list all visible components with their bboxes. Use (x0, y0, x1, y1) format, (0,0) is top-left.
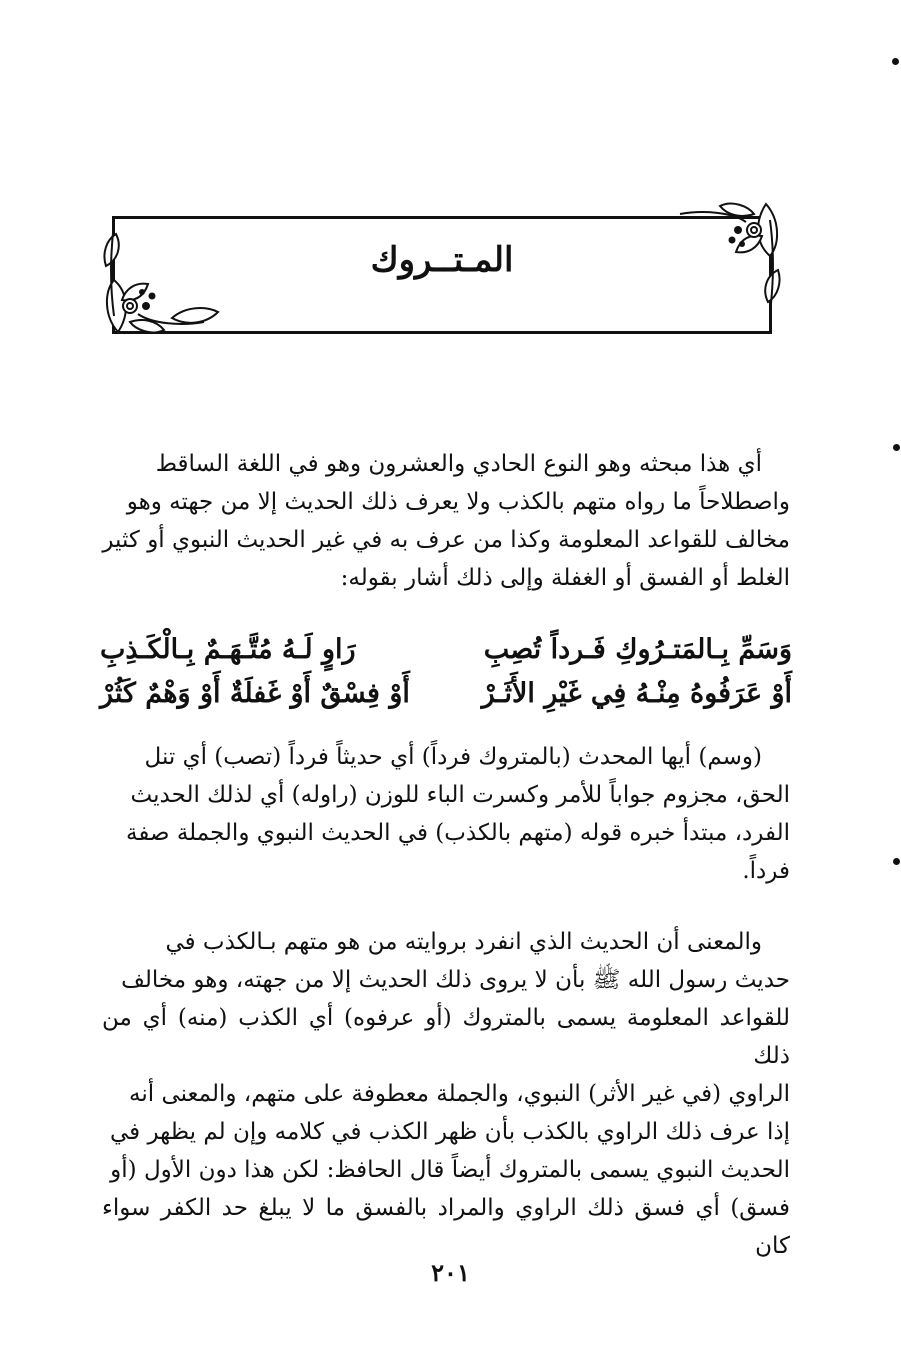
text-line: (وسم) أيها المحدث (بالمتروك فرداً) أي حديثاً فرداً (تصب) أي تنل (144, 744, 762, 770)
verse-hemistich: أَوْ عَرَفُوهُ مِنْـهُ فِي غَيْرِ الأَثَـرْ (481, 678, 792, 709)
margin-dot (893, 858, 900, 865)
meaning-paragraph (102, 923, 790, 1265)
text-line: فسق) أي فسق ذلك الراوي والمراد بالفسق ما لا يبلغ حد الكفر سواء كان (102, 1195, 790, 1259)
chapter-title: المـتــروك (370, 240, 514, 280)
text-line: مخالف للقواعد المعلومة وكذا من عرف به في غير الحديث النبوي أو كثير (102, 527, 790, 553)
margin-dot (892, 58, 899, 65)
chapter-title-frame (102, 200, 782, 336)
commentary-paragraph (102, 738, 790, 890)
text-line: فرداً. (742, 858, 790, 884)
text-line: الحق، مجزوم جواباً للأمر وكسرت الباء للوزن (راوله) أي لذلك الحديث (130, 782, 790, 808)
text-line: الفرد، مبتدأ خبره قوله (متهم بالكذب) في الحديث النبوي والجملة صفة (126, 820, 790, 846)
text-line: واصطلاحاً ما رواه متهم بالكذب ولا يعرف ذلك الحديث إلا من جهته وهو (126, 489, 790, 515)
text-line: والمعنى أن الحديث الذي انفرد بروايته من هو متهم بـالكذب في (165, 929, 762, 955)
text-line: أي هذا مبحثه وهو النوع الحادي والعشرون وهو في اللغة الساقط (155, 451, 762, 477)
text-line: الحديث النبوي يسمى بالمتروك أيضاً قال الحافظ: لكن هذا دون الأول (أو (110, 1157, 790, 1183)
text-line: الغلط أو الفسق أو الغفلة وإلى ذلك أشار بقوله: (340, 565, 790, 591)
verse-line (100, 672, 792, 716)
verse-hemistich: أَوْ فِسْقٌ أَوْ غَفلَةٌ أَوْ وَهْمٌ كَثُرْ (100, 678, 410, 709)
poem-verse (100, 628, 792, 716)
intro-paragraph (102, 445, 790, 597)
text-line: إذا عرف ذلك الراوي بالكذب بأن ظهر الكذب في كلامه وإن لم يظهر في (109, 1119, 790, 1145)
text-line: حديث رسول الله ﷺ بأن لا يروى ذلك الحديث إلا من جهته، وهو مخالف (121, 967, 790, 993)
text-line: الراوي (في غير الأثر) النبوي، والجملة معطوفة على متهم، والمعنى أنه (129, 1081, 790, 1107)
verse-line (100, 628, 792, 672)
text-line: للقواعد المعلومة يسمى بالمتروك (أو عرفوه) أي الكذب (منه) أي من ذلك (102, 1005, 790, 1069)
verse-hemistich: وَسَمِّ بِـالمَتـرُوكِ فَـرداً تُصِبِ (483, 634, 792, 665)
verse-hemistich: رَاوٍ لَـهُ مُتَّـهَـمٌ بِـالْكَـذِبِ (100, 634, 356, 665)
margin-dot (893, 444, 900, 451)
page-number: ٢٠١ (431, 1258, 470, 1287)
